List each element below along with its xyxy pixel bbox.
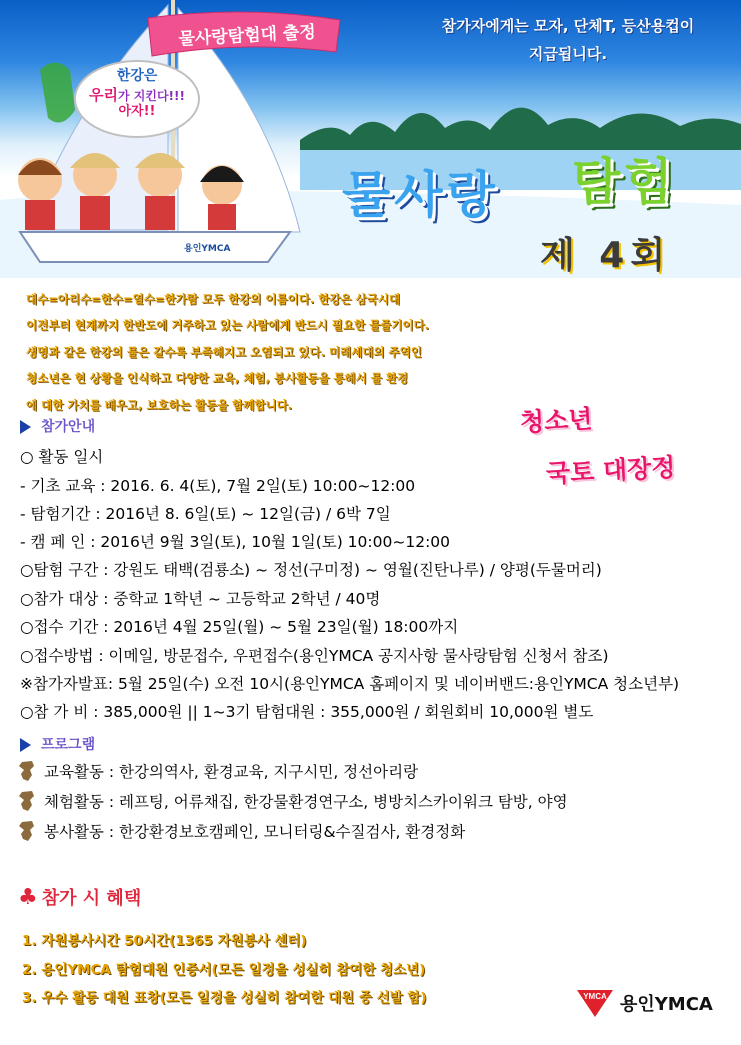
info-line: - 캠 페 인 : 2016년 9월 3일(토), 10월 1일(토) 10:00~12:00	[20, 533, 451, 551]
info-line: ○접수방법 : 이메일, 방문접수, 우편접수(용인YMCA 공지사항 물사랑탐험 신청서 참조)	[20, 647, 609, 665]
intro-line: 대수=아리수=한수=열수=한가람 모두 한강의 이름이다. 한강은 삼국시대	[26, 292, 400, 306]
info-line: ※참가자발표: 5월 25일(수) 오전 10시(용인YMCA 홈페이지 및 네이버밴드:용인YMCA 청소년부)	[20, 675, 680, 693]
bubble-word1: 우리	[89, 85, 118, 104]
notice-line2: 지급됩니다.	[528, 45, 608, 63]
benefit-item: 2. 용인YMCA 탐험대원 인증서(모든 일정을 성실히 참여한 청소년)	[22, 962, 426, 978]
notice-text	[398, 12, 738, 68]
speech-bubble	[78, 68, 196, 134]
benefits-title: 참가 시 혜택	[41, 888, 142, 909]
logo-mark-text: YMCA	[583, 992, 607, 1001]
info-line: - 탐험기간 : 2016년 8. 6일(토) ~ 12일(금) / 6박 7일	[20, 505, 391, 523]
banner-ribbon: 물사랑탐험대 출정	[178, 21, 317, 50]
intro-line: 생명과 같은 한강의 물은 갈수록 부족해지고 오염되고 있다. 미래세대의 주역인	[26, 344, 422, 359]
info-line: ○참가 대상 : 중학교 1학년 ~ 고등학교 2학년 / 40명	[20, 590, 381, 608]
info-section-heading	[20, 416, 95, 436]
bubble-word2: 가 지킨다!!!	[118, 88, 185, 103]
intro-paragraph	[26, 286, 546, 418]
program-item	[16, 760, 418, 782]
program-section-title: 프로그램	[41, 737, 96, 753]
benefit-item: 1. 자원봉사시간 50시간(1365 자원봉사 센터)	[22, 933, 307, 949]
info-line: ○참 가 비 : 385,000원 || 1~3기 탐험대원 : 355,000원 / 회원회비 10,000원 별도	[20, 703, 594, 721]
title-part2: 탐험	[572, 153, 677, 211]
program-item-text: 교육활동 : 한강의역사, 환경교육, 지구시민, 정선아리랑	[44, 763, 419, 781]
info-line: - 기초 교육 : 2016. 6. 4(토), 7월 2일(토) 10:00~12:00	[20, 477, 416, 495]
program-item-text: 봉사활동 : 한강환경보호캠페인, 모니터링&수질검사, 환경정화	[44, 823, 466, 841]
title-part1: 물사랑	[342, 166, 499, 224]
subtitle: 제 4회	[540, 235, 672, 276]
korea-map-icon	[16, 790, 38, 812]
bubble-line1: 한강은	[116, 68, 158, 84]
ymca-triangle-logo-icon	[576, 988, 614, 1018]
intro-line: 청소년은 현 상황을 인식하고 다양한 교육, 체험, 봉사활동을 통해서 물 환경	[26, 371, 409, 386]
club-icon: ♣	[18, 885, 38, 910]
triangle-bullet-icon	[20, 420, 31, 434]
info-line: ○탐험 구간 : 강원도 태백(검룡소) ~ 정선(구미정) ~ 영월(진탄나루) / 양평(두물머리)	[20, 561, 602, 579]
korea-map-icon	[16, 820, 38, 842]
logo-text: 용인YMCA	[620, 994, 713, 1015]
ymca-logo	[576, 988, 713, 1018]
korea-map-icon	[16, 760, 38, 782]
sail-label: 용인YMCA	[184, 244, 231, 254]
benefits-heading	[18, 884, 141, 910]
info-section-title: 참가안내	[41, 419, 96, 435]
bubble-line3: 아자!!	[118, 104, 156, 120]
info-line: ○접수 기간 : 2016년 4월 25일(월) ~ 5월 23일(월) 18:00까지	[20, 618, 459, 636]
triangle-bullet-icon	[20, 738, 31, 752]
intro-line: 에 대한 가치를 배우고, 보호하는 활동을 함께합니다.	[26, 397, 293, 412]
info-line: ○ 활동 일시	[20, 448, 104, 466]
program-item	[16, 790, 568, 812]
intro-line: 이전부터 현재까지 한반도에 거주하고 있는 사람에게 반드시 필요한 물줄기이다.	[26, 318, 429, 333]
side-label-line2: 국토 대장정	[545, 452, 677, 489]
benefit-item: 3. 우수 활동 대원 표창(모든 일정을 성실히 참여한 대원 중 선발 함)	[22, 990, 427, 1006]
program-section-heading	[20, 734, 95, 754]
bubble-line2	[78, 86, 196, 105]
program-item	[16, 820, 465, 842]
side-label-line1: 청소년	[519, 404, 594, 438]
notice-line1: 참가자에게는 모자, 단체T, 등산용컵이	[441, 17, 695, 35]
hero-banner	[0, 0, 741, 278]
program-item-text: 체험활동 : 레프팅, 어류채집, 한강물환경연구소, 병방치스카이워크 탐방, 야영	[44, 793, 568, 811]
side-label	[520, 393, 675, 497]
